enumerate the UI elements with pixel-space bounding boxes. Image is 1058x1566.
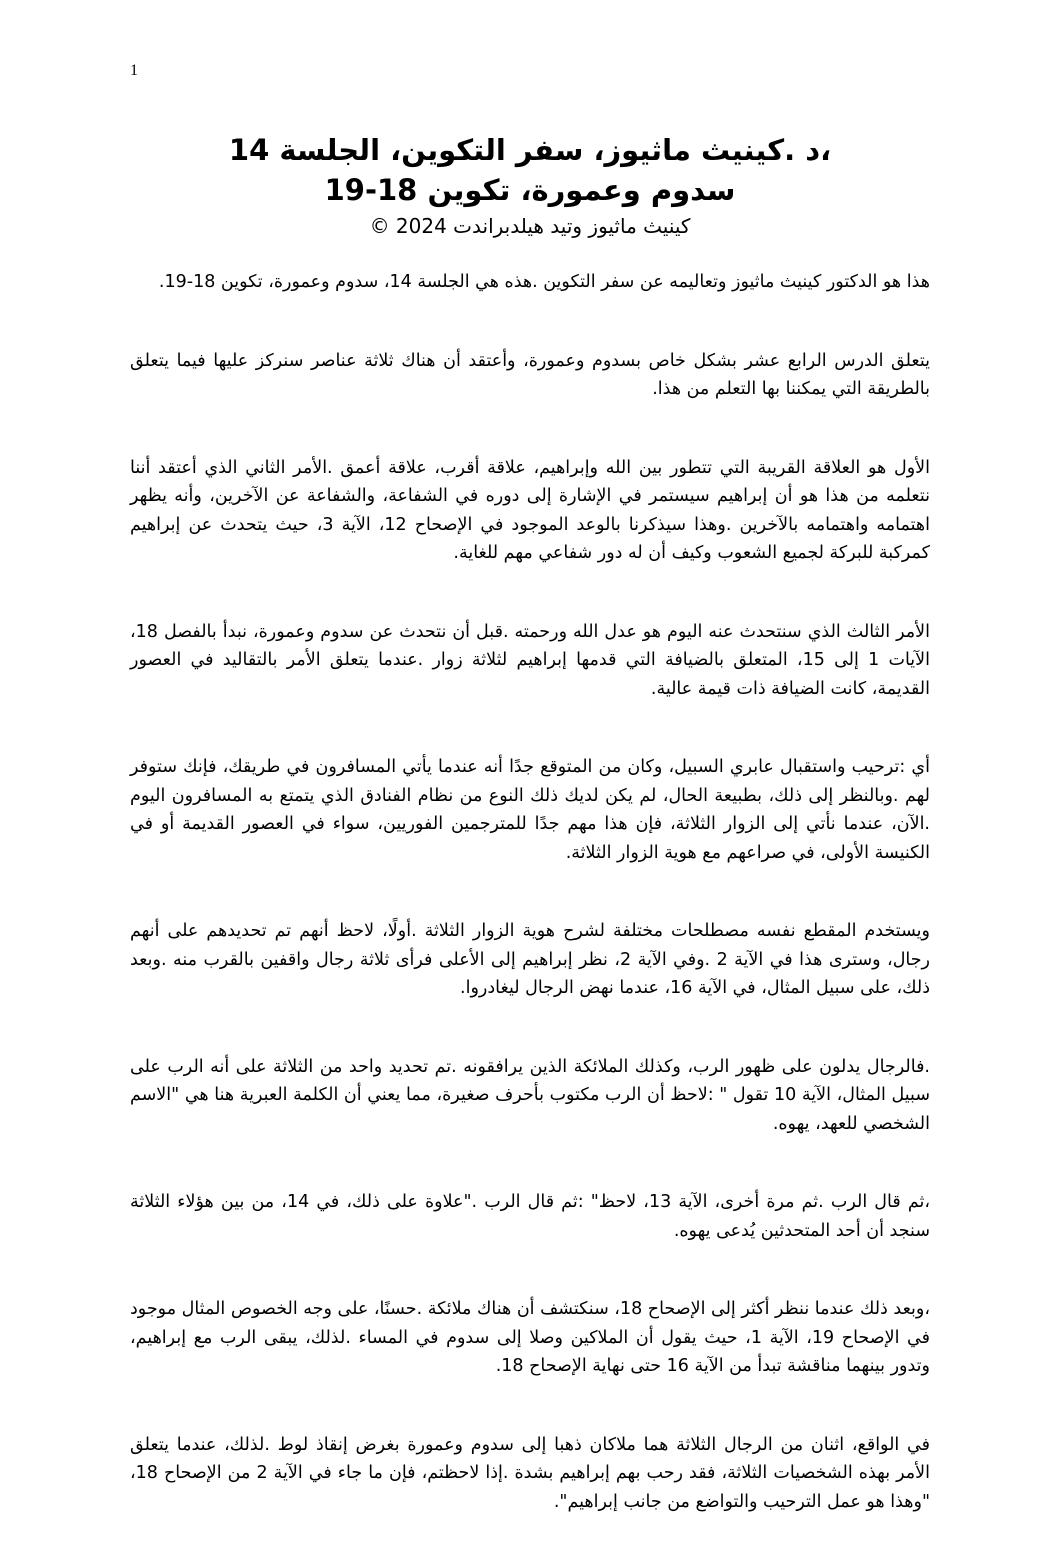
paragraph-8: ،ثم قال الرب .ثم مرة أخرى، الآية 13، لاحظ" :ثم قال الرب ."علاوة على ذلك، في 14، من بين هؤلاء الثلاثة سنجد أن أحد المتحدثين يُدعى يهوه. [130,1192,930,1241]
document-header [130,130,930,240]
page-number: 1 [130,62,138,79]
paragraph-7: .فالرجال يدلون على ظهور الرب، وكذلك الملائكة الذين يرافقونه .تم تحديد واحد من الثلاثة على أنه الرب على سبيل المثال، الآية 10 تقول " :لاحظ أن الرب مكتوب بأحرف صغيرة، مما يعني أن الكلمة العبرية هنا هي "الاسم الشخصي للعهد، يهوه. [130,1056,930,1134]
paragraph-6: ويستخدم المقطع نفسه مصطلحات مختلفة لشرح هوية الزوار الثلاثة .أولًا، لاحظ أنهم تم تحديدهم على أنهم رجال، وسترى هذا في الآية 2 .وفي الآية 2، نظر إبراهيم إلى الأعلى فرأى ثلاثة رجال واقفين بالقرب منه .وبعد ذلك، على سبيل المثال، في الآية 16، عندما نهض الرجال ليغادروا. [130,921,931,998]
title-line-1: ،د .كينيث ماثيوز، سفر التكوين، الجلسة 14 [228,133,832,167]
paragraph-9: ،وبعد ذلك عندما ننظر أكثر إلى الإصحاح 18، سنكتشف أن هناك ملائكة .حسنًا، على وجه الخصوص المثال موجود في الإصحاح 19، الآية 1، حيث يقول أن الملاكين وصلا إلى سدوم في المساء .لذلك، يبقى الرب مع إبراهيم، وتدور بينهما مناقشة تبدأ من الآية 16 حتى نهاية الإصحاح 18. [130,1299,930,1376]
copyright-notice: كينيث ماثيوز وتيد هيلدبراندت 2024 © [369,214,691,238]
paragraph-4: الأمر الثالث الذي سنتحدث عنه اليوم هو عدل الله ورحمته .قبل أن نتحدث عن سدوم وعمورة، نبدأ بالفصل 18، الآيات 1 إلى 15، المتعلق بالضيافة التي قدمها إبراهيم لثلاثة زوار .عندما يتعلق الأمر بالتقاليد في العصور القديمة، كانت الضيافة ذات قيمة عالية. [130,621,931,699]
paragraph-5: أي :ترحيب واستقبال عابري السبيل، وكان من المتوقع جدًا أنه عندما يأتي المسافرون في طريقك، فإنك ستوفر لهم .وبالنظر إلى ذلك، بطبيعة الحال، لم يكن لديك ذلك النوع من نظام الفنادق الذي يتمتع به المسافرون اليوم .الآن، عندما نأتي إلى الزوار الثلاثة، فإن هذا مهم جدًا للمترجمين الفوريين، سواء في العصور القديمة أو في الكنيسة الأولى، في صراعهم مع هوية الزوار الثلاثة. [130,757,930,863]
paragraph-10: في الواقع، اثنان من الرجال الثلاثة هما ملاكان ذهبا إلى سدوم وعمورة بغرض إنقاذ لوط .لذلك، عندما يتعلق الأمر بهذه الشخصيات الثلاثة، فقد رحب بهم إبراهيم بشدة .إذا لاحظتم، فإن ما جاء في الآية 2 من الإصحاح 18، "وهذا هو عمل الترحيب والتواضع من جانب إبراهيم". [130,1434,930,1512]
title-line-2: سدوم وعمورة، تكوين 18-19 [324,173,736,207]
paragraph-1: هذا هو الدكتور كينيث ماثيوز وتعاليمه عن سفر التكوين .هذه هي الجلسة 14، سدوم وعمورة، تكوين 18-19. [158,272,930,292]
paragraph-3: الأول هو العلاقة القريبة التي تتطور بين الله وإبراهيم، علاقة أقرب، علاقة أعمق .الأمر الثاني الذي أعتقد أننا نتعلمه من هذا هو أن إبراهيم سيستمر في الإشارة إلى دوره في الشفاعة، والشفاعة عن الآخرين، وأنه يظهر اهتمامه واهتمامه بالآخرين .وهذا سيذكرنا بالوعد الموجود في الإصحاح 12، الآية 3، حيث يتحدث عن إبراهيم كمركبة للبركة لجميع الشعوب وكيف أن له دور شفاعي مهم للغاية. [130,457,931,563]
paragraph-2: يتعلق الدرس الرابع عشر بشكل خاص بسدوم وعمورة، وأعتقد أن هناك ثلاثة عناصر سنركز عليها فيما يتعلق بالطريقة التي يمكننا بها التعلم من هذا. [130,350,930,399]
document-body [130,268,930,1566]
